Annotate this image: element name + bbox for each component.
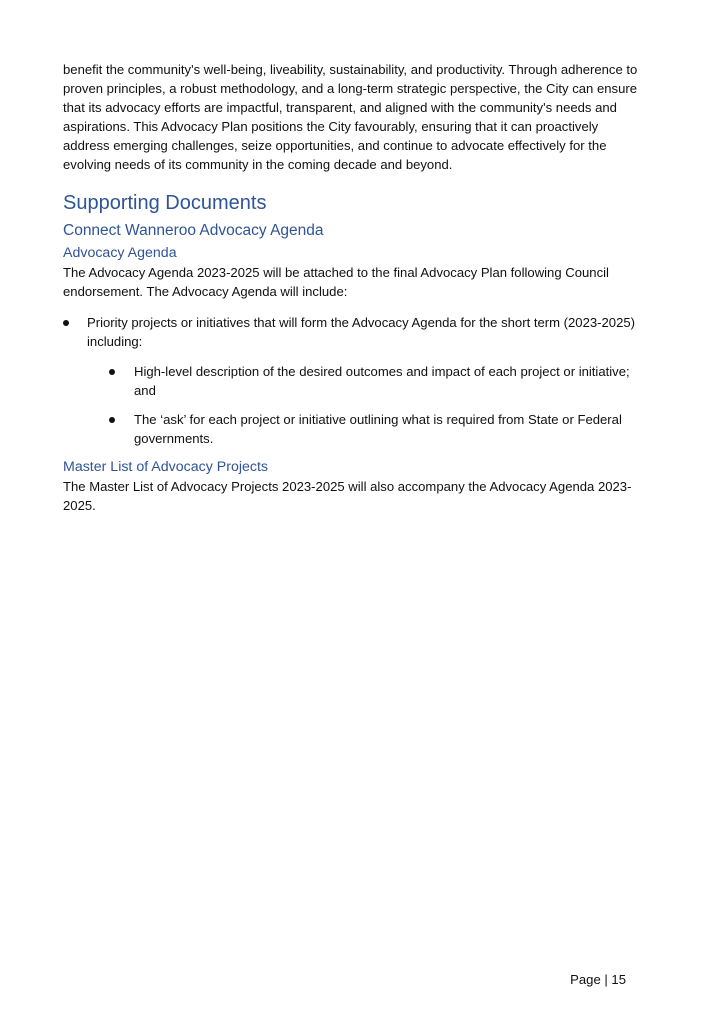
sub-list [109, 362, 645, 448]
bullet-icon [109, 369, 115, 375]
sub-list-item-text: High-level description of the desired outcomes and impact of each project or initiative; and [134, 363, 630, 399]
document-page [63, 60, 645, 516]
page-number: Page | 15 [570, 972, 626, 987]
bullet-icon [63, 320, 69, 326]
sub-list-item [109, 410, 645, 448]
sub-list-item-text: The ‘ask’ for each project or initiative outlining what is required from State or Federal governments. [134, 412, 622, 447]
sub-list-item [109, 362, 645, 400]
master-list-heading: Master List of Advocacy Projects [63, 459, 269, 476]
connect-wanneroo-heading: Connect Wanneroo Advocacy Agenda [63, 221, 324, 239]
master-list-paragraph: The Master List of Advocacy Projects 2023-2025 will also accompany the Advocacy Agenda 2023-2025. [63, 479, 632, 514]
bullet-icon [109, 417, 115, 423]
advocacy-agenda-list [63, 313, 645, 449]
advocacy-agenda-intro: The Advocacy Agenda 2023-2025 will be attached to the final Advocacy Plan following Council endorsement. The Advocacy Agenda will include: [63, 264, 609, 299]
list-item [63, 313, 645, 449]
list-item-text: Priority projects or initiatives that will form the Advocacy Agenda for the short term (2023-2025) including: [87, 314, 636, 349]
supporting-documents-heading: Supporting Documents [63, 191, 267, 214]
advocacy-agenda-heading: Advocacy Agenda [63, 244, 177, 261]
intro-paragraph: benefit the community's well-being, liveability, sustainability, and productivity. Through adherence to proven principles, a robust methodology, and a long-term strategic perspective, the City can ensure that its advocacy efforts are impactful, transparent, and aligned with the community's needs and aspirations. This Advocacy Plan positions the City favourably, ensuring that it can proactively address emerging challenges, seize opportunities, and continue to advocate effectively for the evolving needs of its community in the coming decade and beyond. [63, 62, 638, 173]
